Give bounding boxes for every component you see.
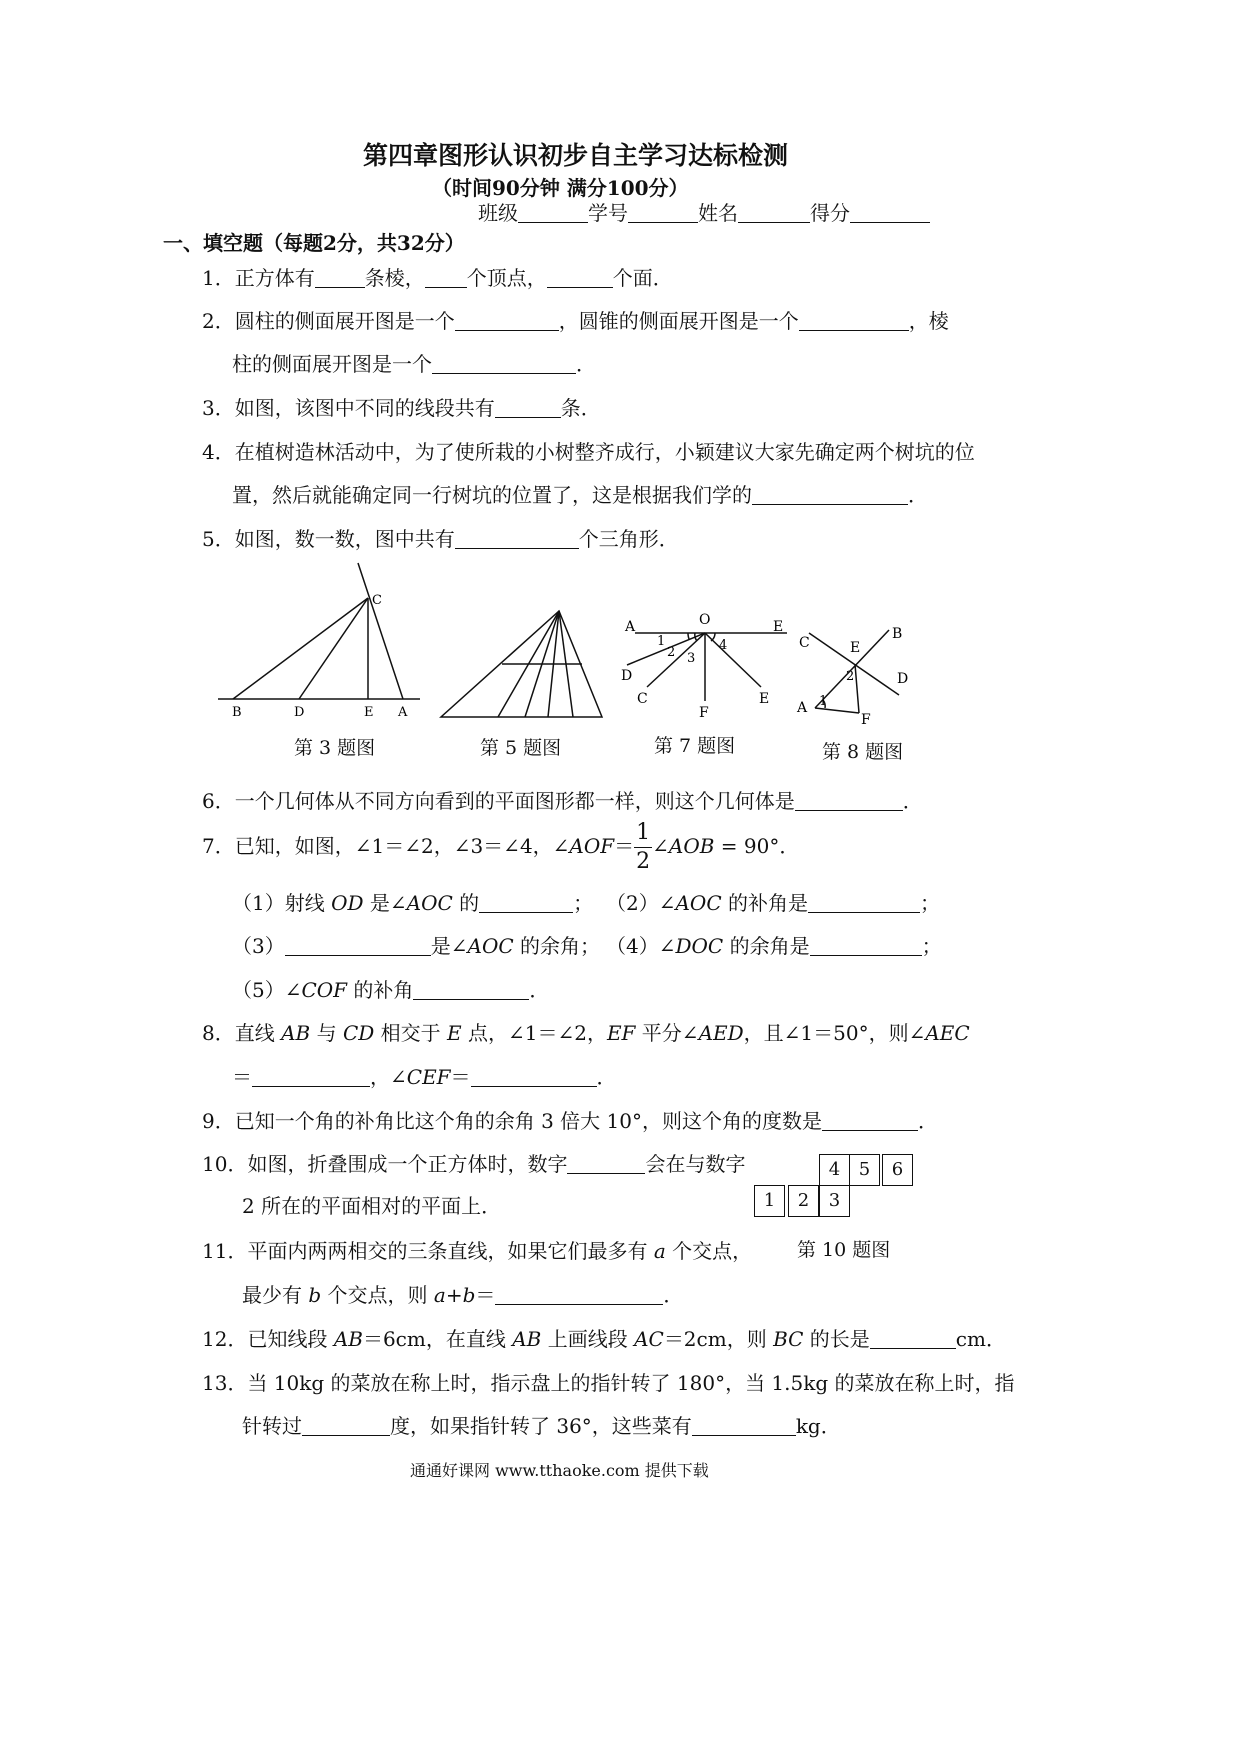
question-13-line-2 (242, 1410, 841, 1439)
net-cell-2: 2 (788, 1185, 819, 1217)
q7-p1-b: 是∠ (363, 891, 407, 915)
q7-part-1 (232, 887, 593, 916)
q8-text-c: 相交于 (374, 1021, 448, 1045)
q4-blank[interactable] (752, 484, 908, 505)
fig3-label-a: A (398, 705, 408, 720)
q11-a: a (653, 1239, 666, 1263)
q11-text-d: 个交点，则 (321, 1283, 434, 1307)
q12-number: 12． (202, 1327, 248, 1351)
q11-apb: a+b (433, 1283, 476, 1307)
q7-part-5 (232, 974, 549, 1003)
question-4 (202, 436, 975, 465)
q11-number: 11． (202, 1239, 248, 1263)
q13-text-a: 当 10kg 的菜放在称上时，指示盘上的指针转了 180°，当 1.5kg 的菜放在称上时，指 (247, 1371, 1015, 1395)
q6-blank[interactable] (795, 790, 903, 811)
q12-text-c: 上画线段 (541, 1327, 635, 1351)
fig8-label-d: D (897, 671, 909, 687)
q8-cd: CD (342, 1021, 375, 1045)
question-6 (202, 785, 923, 814)
fig3-label-e: E (364, 705, 374, 720)
question-10-line-2 (242, 1190, 501, 1219)
q8-text-k: ． (596, 1065, 617, 1089)
q2-blank-3[interactable] (432, 353, 576, 374)
q8-text-b: 与 (310, 1021, 343, 1045)
q11-text-f: ． (663, 1283, 684, 1307)
fig7-label-1: 1 (657, 634, 666, 649)
q1-number: 1． (202, 266, 235, 290)
q7-p2-aoc: AOC (675, 891, 722, 915)
fig8-label-2: 2 (846, 669, 855, 684)
q7-p4-b: 的余角是 (723, 934, 810, 958)
q1-text-c: 个顶点， (466, 266, 547, 290)
student-info-row (478, 197, 930, 226)
q7-p3-a: （3） (232, 934, 285, 958)
q11-text-c: 最少有 (242, 1283, 309, 1307)
q12-text-a: 已知线段 (247, 1327, 334, 1351)
q7-p1-aoc: AOC (406, 891, 453, 915)
score-blank[interactable] (850, 202, 930, 223)
name-blank[interactable] (738, 202, 810, 223)
q8-number: 8． (202, 1021, 235, 1045)
q5-text-a: 如图，数一数，图中共有 (234, 527, 455, 551)
name-label: 姓名 (698, 201, 738, 225)
q6-number: 6． (202, 789, 235, 813)
question-11 (202, 1235, 752, 1264)
q2-text-b: ，圆锥的侧面展开图是一个 (558, 309, 799, 333)
fig8-label-b: B (892, 626, 903, 642)
number-blank[interactable] (628, 202, 698, 223)
q6-text-a: 一个几何体从不同方向看到的平面图形都一样，则这个几何体是 (234, 789, 795, 813)
fig8-label-c: C (799, 635, 810, 651)
q7-p2-c: ； (920, 891, 940, 915)
q2-text-d: 柱的侧面展开图是一个 (232, 352, 432, 376)
q7-frac-denominator: 2 (636, 849, 651, 874)
q1-text-a: 正方体有 (234, 266, 315, 290)
question-7 (202, 818, 799, 876)
q4-text-a: 在植树造林活动中，为了使所栽的小树整齐成行，小颖建议大家先确定两个树坑的位 (234, 440, 975, 464)
number-label: 学号 (588, 201, 628, 225)
q5-blank[interactable] (455, 528, 579, 549)
q7-aof: AOF (569, 834, 615, 858)
q7-p5-cof: COF (301, 978, 348, 1002)
figure-5 (436, 605, 608, 723)
q3-text-a: 如图，该图中不同的线段共有 (234, 396, 495, 420)
net-cell-5: 5 (849, 1154, 880, 1186)
q3-number: 3． (202, 396, 235, 420)
q7-p3-b: 是∠ (430, 934, 468, 958)
q8-text-g: ，且∠1＝50°，则∠ (743, 1021, 926, 1045)
q11-text-a: 平面内两两相交的三条直线，如果它们最多有 (247, 1239, 654, 1263)
fig7-caption: 第 7 题图 (654, 735, 736, 757)
q7-frac-numerator: 1 (634, 819, 652, 848)
question-2-line-2 (232, 348, 596, 377)
fig3-label-c: C (372, 593, 382, 608)
fig7-label-a: A (625, 619, 636, 635)
fig8-label-a: A (797, 700, 808, 716)
question-11-line-2 (242, 1279, 683, 1308)
fig3-label-b: B (232, 705, 242, 720)
fig7-label-4: 4 (719, 638, 728, 653)
fig7-label-o: O (699, 612, 711, 628)
q5-number: 5． (202, 527, 235, 551)
q8-text-h: ＝ (232, 1065, 252, 1089)
q12-text-d: ＝2cm，则 (663, 1327, 774, 1351)
q10-blank[interactable] (567, 1153, 645, 1174)
q7-p1-a: （1）射线 (232, 891, 332, 915)
q8-aed: AED (698, 1021, 744, 1045)
q12-text-f: cm． (955, 1327, 1006, 1351)
q8-text-f: 平分∠ (635, 1021, 699, 1045)
q2-text-e: ． (576, 352, 596, 376)
fig8-label-f: F (861, 712, 871, 728)
q9-blank[interactable] (822, 1110, 918, 1131)
q2-text-c: ，棱 (908, 309, 949, 333)
q3-text-b: 条． (560, 396, 601, 420)
question-10 (202, 1148, 745, 1177)
q8-cef: CEF (406, 1065, 451, 1089)
question-13 (202, 1367, 1015, 1396)
page-subtitle: （时间90分钟 满分100分） (432, 176, 689, 200)
question-9 (202, 1105, 938, 1134)
fig7-label-d: D (621, 668, 633, 684)
fig8-caption: 第 8 题图 (822, 741, 904, 763)
q12-text-b: ＝6cm，在直线 (362, 1327, 513, 1351)
q7-p2-b: 的补角是 (721, 891, 808, 915)
question-4-line-2 (232, 479, 928, 508)
q7-text-b: ∠ (652, 834, 669, 858)
q13-text-d: kg． (795, 1414, 841, 1438)
fig10-caption: 第 10 题图 (797, 1239, 891, 1261)
fig3-label-d: D (294, 705, 305, 720)
q7-p2-a: （2）∠ (606, 891, 676, 915)
q4-text-b: 置，然后就能确定同一行树坑的位置了，这是根据我们学的 (232, 483, 752, 507)
q7-text-a: 已知，如图，∠1＝∠2，∠3＝∠4，∠ (234, 834, 570, 858)
question-8 (202, 1017, 970, 1046)
figure-7 (615, 605, 795, 730)
q12-ab-2: AB (512, 1327, 542, 1351)
fig3-caption: 第 3 题图 (294, 737, 376, 759)
question-5 (202, 523, 679, 552)
q6-text-b: ． (902, 789, 923, 813)
fig7-label-2: 2 (667, 645, 676, 660)
q4-text-c: ． (908, 483, 928, 507)
q8-text-j: ＝ (450, 1065, 471, 1089)
question-1 (202, 262, 673, 291)
q1-blank-2[interactable] (425, 267, 467, 288)
fig7-label-3: 3 (687, 651, 696, 666)
q8-blank-1[interactable] (252, 1066, 370, 1087)
q4-number: 4． (202, 440, 235, 464)
q1-blank-3[interactable] (547, 267, 613, 288)
q8-text-i: ，∠ (370, 1065, 407, 1089)
q8-blank-2[interactable] (471, 1066, 597, 1087)
footer-text: 通通好课网 www.tthaoke.com 提供下载 (410, 1461, 709, 1480)
score-label: 得分 (810, 201, 850, 225)
q7-eq: ＝ (614, 834, 635, 858)
q1-text-b: 条棱， (364, 266, 425, 290)
q7-p4-blank[interactable] (810, 935, 922, 956)
q7-part-3 (232, 930, 600, 959)
q7-p5-b: 的补角 (347, 978, 414, 1002)
q12-bc: BC (773, 1327, 804, 1351)
q2-number: 2． (202, 309, 235, 333)
class-blank[interactable] (518, 202, 588, 223)
fig5-caption: 第 5 题图 (480, 737, 562, 759)
q10-text-b: 会在与数字 (645, 1152, 746, 1176)
section-heading: 一、填空题（每题2分，共32分） (163, 231, 465, 255)
q13-text-b: 针转过 (242, 1414, 302, 1438)
q7-p1-c: 的 (452, 891, 480, 915)
q13-blank-1[interactable] (302, 1415, 390, 1436)
q13-text-c: 度，如果指针转了 36°，这些菜有 (390, 1414, 692, 1438)
q7-p1-d: ； (573, 891, 594, 915)
q12-ac: AC (634, 1327, 664, 1351)
q7-fraction (634, 819, 652, 876)
q7-p5-blank[interactable] (413, 979, 529, 1000)
q2-text-a: 圆柱的侧面展开图是一个 (234, 309, 455, 333)
q1-blank-1[interactable] (315, 267, 365, 288)
q8-text-d: 点，∠1＝∠2， (461, 1021, 607, 1045)
fig8-label-e: E (850, 640, 861, 656)
q7-p3-blank[interactable] (285, 935, 431, 956)
q11-b: b (308, 1283, 322, 1307)
cube-net (754, 1154, 918, 1220)
page-title: 第四章图形认识初步自主学习达标检测 (363, 141, 789, 170)
q12-blank[interactable] (870, 1328, 956, 1349)
q11-text-b: 个交点， (665, 1239, 753, 1263)
q7-p5-a: （5）∠ (232, 978, 302, 1002)
net-cell-6: 6 (882, 1154, 913, 1186)
question-2 (202, 305, 949, 334)
fig7-label-e-bottom: E (759, 691, 770, 707)
net-cell-3: 3 (819, 1185, 850, 1217)
fig7-label-c: C (637, 691, 648, 707)
net-cell-1: 1 (754, 1185, 785, 1217)
q2-blank-1[interactable] (455, 310, 559, 331)
figure-8 (795, 620, 920, 730)
q12-text-e: 的长是 (803, 1327, 870, 1351)
q11-blank[interactable] (495, 1284, 663, 1305)
figure-3 (212, 560, 432, 725)
q11-text-e: ＝ (475, 1283, 496, 1307)
fig8-label-1: 1 (819, 694, 828, 709)
q7-aob: AOB (668, 834, 715, 858)
q13-blank-2[interactable] (692, 1415, 796, 1436)
q8-e: E (447, 1021, 462, 1045)
q1-text-d: 个面． (612, 266, 673, 290)
q13-number: 13． (202, 1371, 248, 1395)
q8-aec: AEC (925, 1021, 970, 1045)
q3-blank[interactable] (495, 397, 561, 418)
question-8-line-2 (232, 1061, 617, 1090)
q2-blank-2[interactable] (799, 310, 909, 331)
net-cell-4: 4 (819, 1154, 850, 1186)
q7-p1-blank[interactable] (479, 892, 573, 913)
q8-ab: AB (281, 1021, 311, 1045)
q8-ef: EF (606, 1021, 636, 1045)
q5-text-b: 个三角形． (578, 527, 679, 551)
fig7-label-f: F (699, 705, 709, 721)
q9-text-b: ． (917, 1109, 938, 1133)
q7-p1-od: OD (331, 891, 364, 915)
q9-text-a: 已知一个角的补角比这个角的余角 3 倍大 10°，则这个角的度数是 (234, 1109, 822, 1133)
q7-part-4 (606, 930, 942, 959)
q7-p5-c: ． (529, 978, 550, 1002)
question-3 (202, 392, 601, 421)
question-12 (202, 1323, 1006, 1352)
q9-number: 9． (202, 1109, 235, 1133)
q7-p3-c: 的余角； (513, 934, 601, 958)
fig7-label-e-top: E (773, 619, 784, 635)
q7-p2-blank[interactable] (808, 892, 920, 913)
q10-number: 10． (202, 1152, 248, 1176)
class-label: 班级 (478, 201, 518, 225)
q7-p3-aoc: AOC (467, 934, 514, 958)
q8-text-a: 直线 (234, 1021, 282, 1045)
q7-p4-c: ； (921, 934, 942, 958)
q7-part-2 (606, 887, 940, 916)
q10-text-a: 如图，折叠围成一个正方体时，数字 (247, 1152, 568, 1176)
q7-p4-a: （4）∠ (606, 934, 676, 958)
q7-p4-doc: DOC (675, 934, 724, 958)
q12-ab: AB (333, 1327, 363, 1351)
q10-text-c: 2 所在的平面相对的平面上． (242, 1194, 502, 1218)
q7-number: 7． (202, 834, 235, 858)
q7-text-c: = 90°． (714, 834, 800, 858)
